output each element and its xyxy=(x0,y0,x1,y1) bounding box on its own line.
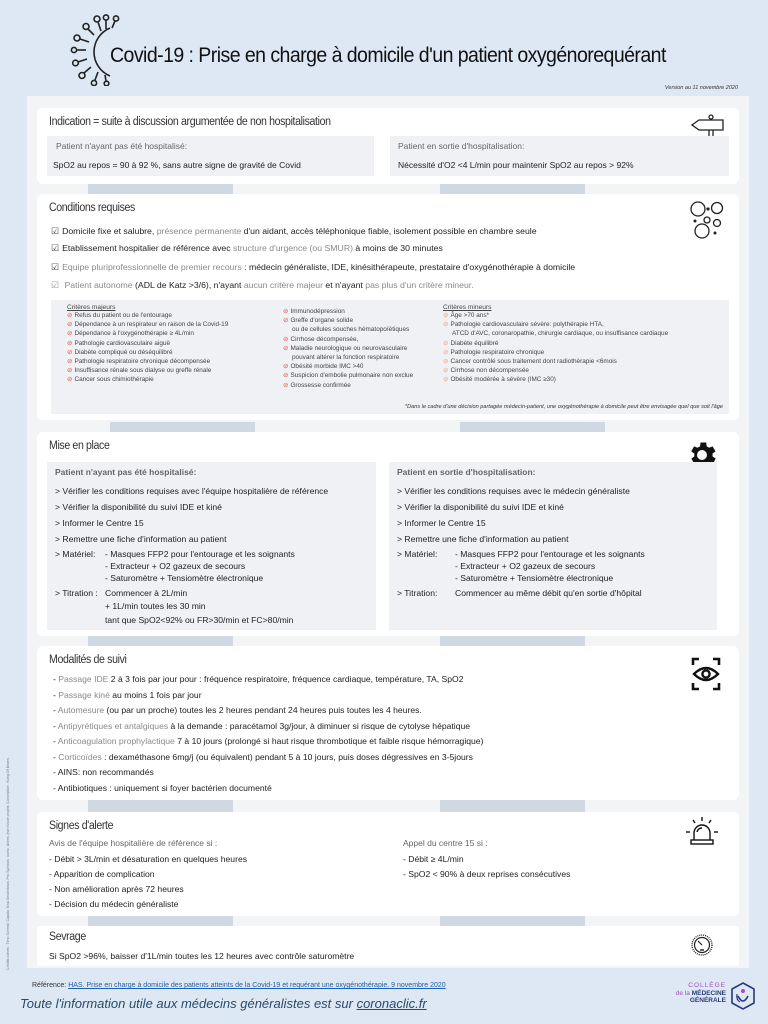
setup-left-box xyxy=(47,462,376,630)
followup-key: Passage kiné xyxy=(58,689,110,700)
followup-item xyxy=(53,690,202,700)
materiel-item: - Saturomètre + Tensiomètre électronique xyxy=(105,573,264,583)
prohibited-icon: ⊘ xyxy=(283,363,289,371)
minor-criteria-head: Critères mineurs xyxy=(443,304,492,311)
prohibited-icon: ⊘ xyxy=(67,348,73,356)
footnote: *Dans le cadre d'une décision partagée médecin-patient, une oxygénothérapie à domicile peut être envisagée quel que soit l'âge xyxy=(404,404,723,410)
prohibited-icon: ⊘ xyxy=(443,376,449,384)
titration-label: > Titration: xyxy=(397,588,438,598)
criterion-text: pouvant altérer la fonction respiratoire xyxy=(292,354,400,362)
gauge-icon xyxy=(691,934,713,956)
condition-item xyxy=(51,262,575,273)
version-date: Version au 11 novembre 2020 xyxy=(664,85,738,91)
major-criterion xyxy=(67,375,228,384)
criterion-text: Cirrhose décompensée, xyxy=(290,335,359,343)
criterion-text: Refus du patient ou de l'entourage xyxy=(74,312,172,319)
criterion-text: Suspicion d'embolie pulmonaire non exclue xyxy=(290,372,414,380)
materiel-item: - Masques FFP2 pour l'entourage et les soignants xyxy=(105,549,295,559)
indication-left-text: SpO2 au repos = 90 à 92 %, sans autre signe de gravité de Covid xyxy=(53,160,301,170)
major-criterion xyxy=(283,335,413,344)
criterion-text: Pathologie cardiovasculaire sévère: polythérapie HTA, xyxy=(450,321,604,329)
indication-right-head: Patient en sortie d'hospitalisation: xyxy=(398,141,525,151)
prohibited-icon: ⊘ xyxy=(67,358,73,366)
condition-text: et n'ayant xyxy=(323,280,366,290)
titration-item: tant que SpO2<92% ou FR>30/min et FC>80/min xyxy=(105,615,294,625)
followup-key: Anticoagulation prophylactique xyxy=(57,736,175,746)
prohibited-icon: ⊘ xyxy=(443,312,449,319)
followup-key: Automesure xyxy=(57,705,105,715)
major-criterion xyxy=(283,381,413,390)
titration-item: Commencer au même débit qu'en sortie d'hôpital xyxy=(455,588,642,598)
prohibited-icon: ⊘ xyxy=(67,376,73,384)
checkbox-icon: ☑ xyxy=(51,262,60,272)
setup-step: > Vérifier la disponibilité du suivi IDE et kiné xyxy=(55,502,222,512)
condition-highlight: Patient autonome xyxy=(64,280,133,290)
checkbox-icon: ☑ xyxy=(51,226,60,236)
criterion-text: Grossesse confirmée xyxy=(290,381,351,389)
materiel-label: > Matériel: xyxy=(397,549,438,559)
indication-title: Indication = suite à discussion argumentée de non hospitalisation xyxy=(49,116,331,128)
criterion-text: Diabète compliqué ou déséquilibré xyxy=(74,348,173,356)
prohibited-icon: ⊘ xyxy=(283,308,289,315)
indication-card xyxy=(37,108,739,184)
criterion-text: Greffe d'organe solide xyxy=(290,317,354,325)
page-title: Covid-19 : Prise en charge à domicile d'un patient oxygénorequérant xyxy=(110,44,666,67)
titration-label: > Titration : xyxy=(55,588,98,598)
criterion-text: Pathologie cardiovasculaire aiguë xyxy=(74,339,171,347)
major-criterion xyxy=(283,353,413,362)
followup-text: 2 à 3 fois par jour pour : fréquence respiratoire, fréquence cardiaque, température, TA, SpO2 xyxy=(108,674,464,684)
prohibited-icon: ⊘ xyxy=(443,348,449,356)
bullet-dash: - xyxy=(53,689,59,700)
setup-step: > Informer le Centre 15 xyxy=(55,518,144,528)
condition-item xyxy=(51,226,537,237)
followup-text: AINS: non recommandés xyxy=(57,767,154,777)
conditions-card xyxy=(37,194,739,420)
prohibited-icon: ⊘ xyxy=(283,372,289,380)
bullet-dash: - xyxy=(53,751,59,762)
minor-criterion xyxy=(443,320,668,329)
major-criteria-head: Critères majeurs xyxy=(67,304,116,311)
conditions-title: Conditions requises xyxy=(49,202,135,214)
criterion-text: Obésité morbide IMC >40 xyxy=(290,363,364,371)
followup-text: au moins 1 fois par jour xyxy=(109,689,202,700)
major-criterion xyxy=(283,325,413,334)
setup-step: > Informer le Centre 15 xyxy=(397,518,486,528)
minor-criterion xyxy=(443,348,668,357)
prohibited-icon: ⊘ xyxy=(283,317,289,325)
bullet-dash: - xyxy=(53,720,58,731)
followup-item xyxy=(53,736,483,746)
titration-item: Commencer à 2L/min xyxy=(105,588,188,598)
followup-text: 7 à 10 jours (prolongé si haut risque thrombotique et faible risque hémorragique) xyxy=(174,736,484,746)
setup-step: > Remettre une fiche d'information au patient xyxy=(397,534,569,544)
logo-line: COLLÈGE xyxy=(688,982,726,989)
criterion-text: Pathologie respiratoire chronique xyxy=(450,348,545,356)
icon-credits: Crédits icônes : Timo Schmid, Capalo, Kiva Smolnikova, Pro Symbols, iconic, Aliens, jhon Nicoe project. Conception : Kong Of Beans xyxy=(6,758,10,970)
materiel-label: > Matériel: xyxy=(55,549,96,559)
titration-item: + 1L/min toutes les 30 min xyxy=(105,601,206,611)
followup-item xyxy=(53,705,422,715)
checkbox-icon: ☑ xyxy=(51,243,60,253)
setup-right-head: Patient en sortie d'hospitalisation: xyxy=(397,467,536,477)
eye-scan-icon xyxy=(691,656,721,692)
logo-line: GÉNÉRALE xyxy=(689,997,726,1004)
criterion-text: Maladie neurologique ou neurovasculaire xyxy=(290,344,408,352)
indication-right-text: Nécessité d'O2 <4 L/min pour maintenir SpO2 au repos > 92% xyxy=(398,160,634,170)
minor-criterion xyxy=(443,375,668,384)
materiel-item: - Saturomètre + Tensiomètre électronique xyxy=(455,573,614,583)
header xyxy=(0,0,768,100)
major-criterion xyxy=(283,371,413,380)
criterion-text: Dépendance à l'oxygénothérapie ≥ 4L/min xyxy=(74,330,194,338)
prohibited-icon: ⊘ xyxy=(283,344,289,352)
prohibited-icon: ⊘ xyxy=(67,339,73,347)
followup-title: Modalités de suivi xyxy=(49,654,127,666)
criterion-text: Obésité modérée à sévère (IMC ≥30) xyxy=(450,376,556,384)
followup-card xyxy=(37,646,739,800)
alert-item: - Non amélioration après 72 heures xyxy=(49,884,184,894)
indication-left-head: Patient n'ayant pas été hospitalisé: xyxy=(56,141,188,151)
criterion-text: Cancer sous chimiothérapie xyxy=(74,376,154,384)
bullet-dash: - xyxy=(53,705,58,715)
major-criterion xyxy=(283,344,413,353)
bubbles-icon xyxy=(689,200,725,240)
major-criterion xyxy=(67,320,228,329)
criterion-text: Immunodépression xyxy=(290,308,345,315)
prohibited-icon: ⊘ xyxy=(67,367,73,375)
condition-highlight: structure d'urgence (ou SMUR) xyxy=(233,243,353,253)
followup-text: à la demande : paracétamol 3g/jour, à diminuer si risque de cytolyse hépatique xyxy=(168,720,471,731)
bullet-dash: - xyxy=(53,674,59,684)
condition-highlight: Equipe pluriprofessionnelle de premier recours xyxy=(62,262,242,272)
connector xyxy=(88,800,233,812)
reference-label: Référence: xyxy=(32,982,67,989)
major-criterion xyxy=(283,307,413,316)
major-criterion xyxy=(67,329,228,338)
condition-highlight: présence permanente xyxy=(156,226,242,236)
bullet-dash: - xyxy=(53,736,58,746)
setup-step: > Vérifier les conditions requises avec le médecin généraliste xyxy=(397,486,630,496)
weaning-card xyxy=(37,926,739,966)
alert-item: - Décision du médecin généraliste xyxy=(49,899,179,909)
alert-item: - SpO2 < 90% à deux reprises consécutives xyxy=(403,869,571,879)
major-criterion xyxy=(67,348,228,357)
alert-item: - Débit > 3L/min et désaturation en quelques heures xyxy=(49,854,248,864)
logo-text xyxy=(676,982,726,1005)
setup-left-head: Patient n'ayant pas été hospitalisé: xyxy=(55,467,197,477)
minor-criterion xyxy=(443,357,668,366)
condition-text: d'un aidant, accès téléphonique fiable, isolement possible en chambre seule xyxy=(241,226,537,236)
condition-text: (ADL de Katz >3/6), n'ayant xyxy=(132,280,244,290)
major-criterion xyxy=(283,316,413,325)
condition-highlight: aucun critère majeur xyxy=(243,280,324,290)
major-criterion xyxy=(67,357,228,366)
followup-key: Corticoïdes xyxy=(58,751,102,762)
major-criterion xyxy=(67,339,228,348)
alert-item: - Apparition de complication xyxy=(49,869,155,879)
alert-item: - Débit ≥ 4L/min xyxy=(403,854,464,864)
reference xyxy=(32,982,446,989)
setup-title: Mise en place xyxy=(49,440,110,452)
followup-item xyxy=(53,674,464,684)
followup-item xyxy=(53,767,154,777)
setup-card xyxy=(37,432,739,636)
prohibited-icon: ⊘ xyxy=(67,330,73,338)
major-criterion xyxy=(283,362,413,371)
prohibited-icon: ⊘ xyxy=(443,367,449,375)
major-criteria-col1 xyxy=(67,304,228,385)
followup-text: : dexaméthasone 6mg/j (ou équivalent) pendant 5 à 10 jours, puis doses dégressives en 3-5jours xyxy=(101,751,473,762)
alerts-left-head: Avis de l'équipe hospitalière de référence si : xyxy=(49,838,218,848)
criterion-text: Âge >70 ans* xyxy=(450,312,490,319)
condition-item xyxy=(51,280,474,291)
connector xyxy=(440,800,585,812)
reference-link[interactable]: HAS. Prise en charge à domicile des patients atteints de la Covid-19 et requérant une oxygénothérapie. 9 novembre 2020 xyxy=(68,982,446,989)
tagline-text: Toute l'information utile aux médecins généralistes est sur xyxy=(20,996,357,1011)
materiel-item: - Extracteur + O2 gazeux de secours xyxy=(105,561,246,571)
cmg-emblem-icon xyxy=(730,982,756,1010)
major-criterion xyxy=(67,311,228,320)
alerts-title: Signes d'alerte xyxy=(49,820,114,832)
setup-step: > Vérifier les conditions requises avec l'équipe hospitalière de référence xyxy=(55,486,329,496)
weaning-title: Sevrage xyxy=(49,931,86,943)
condition-text: : médecin généraliste, IDE, kinésithérapeute, prestataire d'oxygénothérapie à domicile xyxy=(241,262,576,272)
setup-step: > Vérifier la disponibilité du suivi IDE et kiné xyxy=(397,502,564,512)
followup-text: Antibiotiques : uniquement si foyer bactérien documenté xyxy=(57,782,272,793)
condition-text: Domicile fixe et salubre, xyxy=(62,226,157,236)
tagline xyxy=(20,996,427,1011)
logo-line: MÉDECINE xyxy=(691,989,726,997)
indication-right-box xyxy=(390,136,729,176)
followup-item xyxy=(53,783,272,793)
criterion-text: Cirrhose non décompensée xyxy=(450,367,529,375)
followup-key: Passage IDE xyxy=(58,674,109,684)
condition-text: Etablissement hospitalier de référence avec xyxy=(62,243,234,253)
prohibited-icon: ⊘ xyxy=(443,358,449,366)
setup-step: > Remettre une fiche d'information au patient xyxy=(55,534,227,544)
materiel-item: - Masques FFP2 pour l'entourage et les soignants xyxy=(455,549,645,559)
major-criterion xyxy=(67,366,228,375)
prohibited-icon: ⊘ xyxy=(443,339,449,347)
alerts-right-head: Appel du centre 15 si : xyxy=(403,838,488,848)
minor-criterion xyxy=(443,339,668,348)
logo-line: de la xyxy=(675,989,692,997)
criterion-text: Diabète équilibré xyxy=(450,339,499,347)
cmg-logo xyxy=(666,980,756,1020)
prohibited-icon: ⊘ xyxy=(283,335,289,343)
alerts-card xyxy=(37,812,739,916)
followup-key: Antipyrétiques et antalgiques xyxy=(57,720,169,731)
prohibited-icon: ⊘ xyxy=(283,381,289,389)
followup-item xyxy=(53,752,473,762)
criterion-text: Dépendance à un respirateur en raison de la Covid-19 xyxy=(74,321,229,329)
criterion-text: ATCD d'AVC, coronaropathie, chirurgie cardiaque, ou insuffisance cardiaque xyxy=(452,330,669,338)
minor-criteria xyxy=(443,304,668,385)
condition-text: à moins de 30 minutes xyxy=(352,243,443,253)
followup-item xyxy=(53,721,470,731)
minor-criterion xyxy=(443,311,668,320)
weaning-text: Si SpO2 >96%, baisser d'1L/min toutes les 12 heures avec contrôle saturomètre xyxy=(49,951,355,961)
bullet-dash: - xyxy=(53,767,58,777)
prohibited-icon: ⊘ xyxy=(67,321,73,329)
major-criteria-col2 xyxy=(283,307,413,390)
bullet-dash: - xyxy=(53,782,58,793)
condition-item xyxy=(51,243,443,254)
criterion-text: ou de cellules souches hématopoïétiques xyxy=(292,326,410,334)
criteria-box xyxy=(51,300,729,414)
criterion-text: Pathologie respiratoire chronique décompensée xyxy=(74,358,211,366)
criterion-text: Cancer contrôlé sous traitement dont radiothérapie <6mois xyxy=(450,358,617,366)
coronaclic-link[interactable]: coronaclic.fr xyxy=(356,996,427,1011)
checkbox-icon: ☑ xyxy=(51,280,60,290)
condition-highlight: pas plus d'un critère mineur. xyxy=(365,280,474,290)
materiel-item: - Extracteur + O2 gazeux de secours xyxy=(455,561,596,571)
followup-text: (ou par un proche) toutes les 2 heures pendant 24 heures puis toutes les 4 heures. xyxy=(104,705,422,715)
criterion-text: Insuffisance rénale sous dialyse ou greffe rénale xyxy=(74,367,212,375)
prohibited-icon: ⊘ xyxy=(67,312,73,319)
indication-left-box xyxy=(47,136,374,176)
prohibited-icon: ⊘ xyxy=(443,321,449,329)
minor-criterion xyxy=(443,366,668,375)
alarm-light-icon xyxy=(685,816,719,848)
setup-right-box xyxy=(389,462,717,630)
minor-criterion xyxy=(443,329,668,338)
